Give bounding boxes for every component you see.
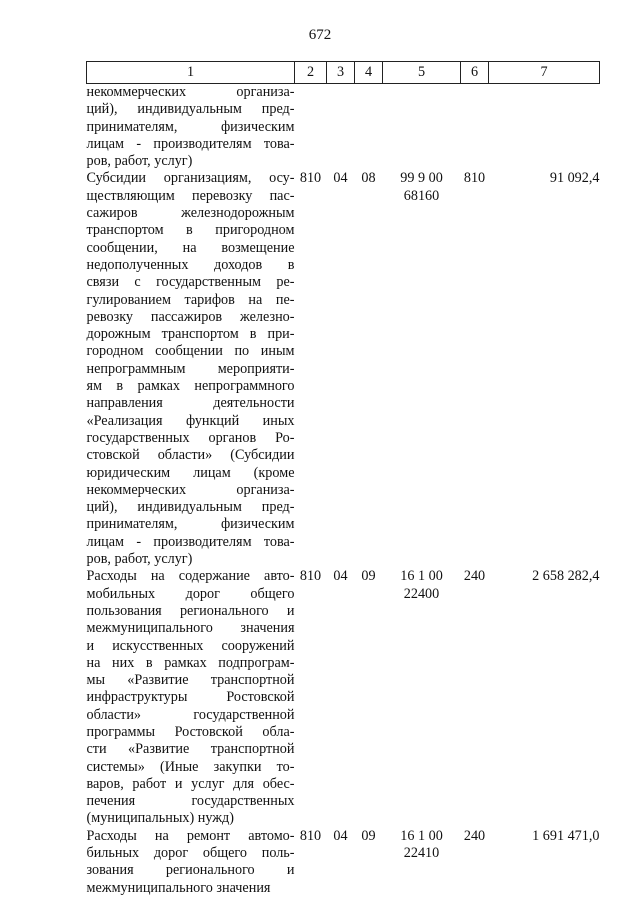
description-line: юридическим лицам (кроме <box>86 464 295 481</box>
description-line: ществляющим перевозку пас- <box>86 187 295 204</box>
cell-subsection-code <box>355 84 383 171</box>
description-line: государственных органов Ро- <box>86 429 295 446</box>
header-col-2: 2 <box>295 62 327 84</box>
description-line: стовской области» (Субсидии <box>86 447 295 464</box>
table-body <box>87 84 600 897</box>
description-line: городном сообщении по иным <box>86 343 295 360</box>
description-line: непрограммным мероприяти- <box>86 360 295 377</box>
table-row <box>87 568 600 827</box>
cell-section-code <box>327 84 355 171</box>
description-line: лицам - производителям това- <box>86 533 295 550</box>
description-line: на них в рамках подпрограм- <box>86 654 295 671</box>
description-line: транспортом в пригородном <box>86 222 295 239</box>
description-line: межмуниципального значения <box>86 879 271 896</box>
description-line: Субсидии организациям, осу- <box>86 170 295 187</box>
description-line: области» государственной <box>86 706 295 723</box>
description-line: инфраструктуры Ростовской <box>86 689 295 706</box>
description-line: мобильных дорог общего <box>86 585 295 602</box>
description-line: Расходы на ремонт автомо- <box>86 827 295 844</box>
description-line: лицам - производителям това- <box>86 135 295 152</box>
description-line: дорожным транспортом в при- <box>86 326 295 343</box>
table-row <box>87 84 600 171</box>
cell-subsection-code: 08 <box>361 170 376 187</box>
cell-ministry-code: 810 <box>299 827 322 844</box>
header-col-3: 3 <box>327 62 355 84</box>
description-line: недополученных доходов в <box>86 256 295 273</box>
description-line: ров, работ, услуг) <box>86 153 193 170</box>
cell-subsection-code: 09 <box>361 827 376 844</box>
cell-expense-type: 810 <box>463 170 486 187</box>
description-line: сти «Развитие транспортной <box>86 741 295 758</box>
cell-ministry-code: 810 <box>299 568 322 585</box>
table-header-row <box>87 62 600 84</box>
description-line: и искусственных сооружений <box>86 637 295 654</box>
description-line: варов, работ и услуг для обес- <box>86 775 295 792</box>
description-line: направления деятельности <box>86 395 295 412</box>
description-line: некоммерческих организа- <box>86 84 295 100</box>
description-line: гулированием тарифов на пе- <box>86 291 295 308</box>
cell-amount: 2 658 282,4 <box>532 568 600 585</box>
cell-target-article: 99 9 00 68160 <box>400 170 443 204</box>
description-line: ций), индивидуальным пред- <box>86 101 295 118</box>
description-line: сажиров железнодорожным <box>86 205 295 222</box>
cell-expense-type: 240 <box>463 827 486 844</box>
description-line: мы «Развитие транспортной <box>86 672 295 689</box>
cell-ministry-code <box>295 84 327 171</box>
cell-subsection-code: 09 <box>361 568 376 585</box>
cell-target-article: 16 1 00 22400 <box>400 568 443 602</box>
description-line: Расходы на содержание авто- <box>86 568 295 585</box>
description-line: межмуниципального значения <box>86 620 295 637</box>
description-line: сообщении, на возмещение <box>86 239 295 256</box>
description-line: зования регионального и <box>86 862 295 879</box>
header-col-4: 4 <box>355 62 383 84</box>
description-line: некоммерческих организа- <box>86 481 295 498</box>
cell-amount <box>489 84 600 171</box>
description-line: принимателям, физическим <box>86 516 295 533</box>
description-line: принимателям, физическим <box>86 118 295 135</box>
description-line: программы Ростовской обла- <box>86 723 295 740</box>
row-description <box>87 170 295 568</box>
cell-expense-type: 240 <box>463 568 486 585</box>
header-col-1: 1 <box>87 62 295 84</box>
description-line: ям в рамках непрограммного <box>86 378 295 395</box>
cell-ministry-code: 810 <box>299 170 322 187</box>
description-line: бильных дорог общего поль- <box>86 845 295 862</box>
cell-expense-type <box>461 84 489 171</box>
header-col-6: 6 <box>461 62 489 84</box>
description-line: системы» (Иные закупки то- <box>86 758 295 775</box>
description-line: (муниципальных) нужд) <box>86 810 234 827</box>
description-line: печения государственных <box>86 793 295 810</box>
cell-section-code: 04 <box>333 827 348 844</box>
cell-amount: 91 092,4 <box>549 170 600 187</box>
description-line: ревозку пассажиров железно- <box>86 308 295 325</box>
table-row <box>87 828 600 897</box>
budget-table <box>86 61 600 897</box>
cell-amount: 1 691 471,0 <box>532 827 600 844</box>
header-col-5: 5 <box>383 62 461 84</box>
row-description <box>87 84 295 171</box>
description-line: связи с государственным ре- <box>86 274 295 291</box>
table-row <box>87 170 600 568</box>
row-description <box>87 828 295 897</box>
description-line: ров, работ, услуг) <box>86 551 193 568</box>
row-description <box>87 568 295 827</box>
description-line: «Реализация функций иных <box>86 412 295 429</box>
cell-section-code: 04 <box>333 170 348 187</box>
cell-section-code: 04 <box>333 568 348 585</box>
description-line: пользования регионального и <box>86 602 295 619</box>
cell-target-article <box>383 84 461 171</box>
header-col-7: 7 <box>489 62 600 84</box>
cell-target-article: 16 1 00 22410 <box>400 827 443 862</box>
description-line: ций), индивидуальным пред- <box>86 499 295 516</box>
page-number: 672 <box>308 27 332 43</box>
